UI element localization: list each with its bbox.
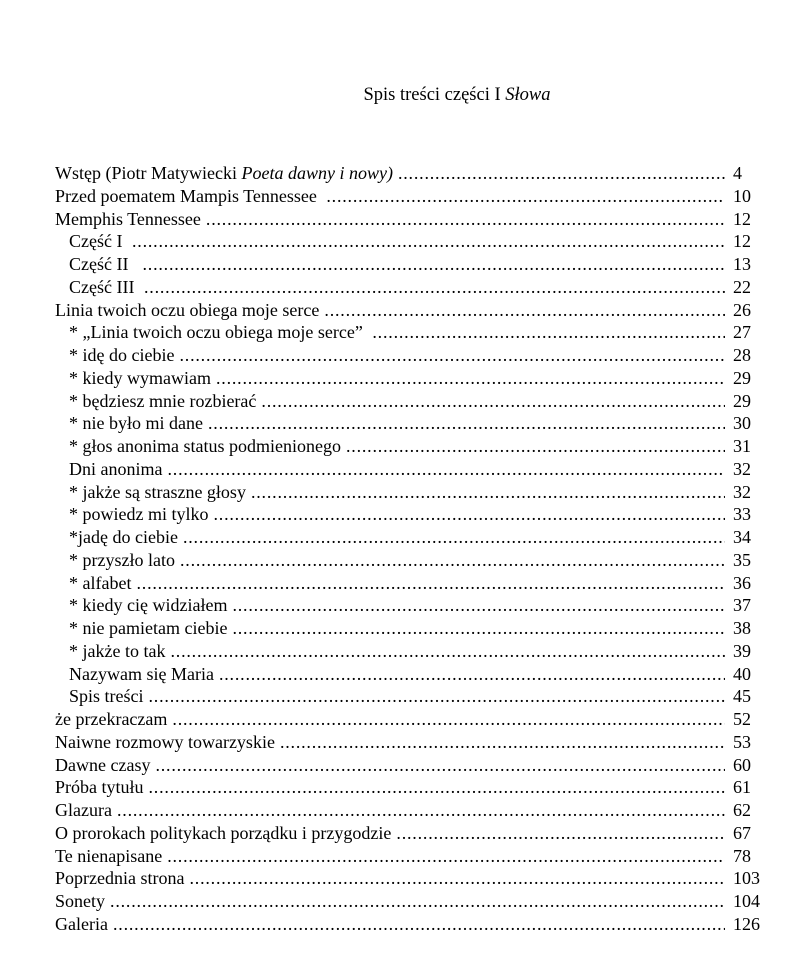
dot-leader <box>167 845 725 868</box>
toc-entry-page-number: 126 <box>733 913 760 934</box>
toc-entry-label-text: Próba tytułu <box>55 777 144 798</box>
toc-entry-label <box>55 230 127 253</box>
toc-entry <box>55 321 773 344</box>
dot-leader <box>326 185 725 208</box>
toc-entry-label <box>55 663 214 686</box>
toc-entry-label-text: * głos anonima status podmienionego <box>69 436 341 456</box>
toc-entry-page-number: 30 <box>733 413 751 434</box>
toc-entry-page-number: 12 <box>733 231 751 252</box>
dot-leader <box>396 822 725 845</box>
toc-entry-label <box>55 390 256 413</box>
toc-list <box>55 162 773 936</box>
toc-entry <box>55 253 773 276</box>
toc-entry-label <box>55 299 319 322</box>
toc-entry-page-number: 60 <box>733 754 751 775</box>
dot-leader <box>232 594 725 617</box>
page-title-text: Spis treści części I <box>363 85 506 105</box>
toc-entry-label-text: * kiedy cię widziałem <box>69 595 228 616</box>
toc-entry-label <box>55 776 144 799</box>
dot-leader <box>213 503 725 526</box>
dot-leader <box>179 344 725 367</box>
toc-entry <box>55 481 773 504</box>
dot-leader <box>170 640 725 663</box>
toc-entry <box>55 799 773 822</box>
toc-entry-label-text: * nie pamietam ciebie <box>69 618 228 638</box>
toc-entry-label <box>55 822 391 845</box>
toc-entry-label-text: Spis treści <box>69 686 144 707</box>
dot-leader <box>251 481 725 504</box>
toc-entry <box>55 617 773 640</box>
toc-entry-label-text: * jakże to tak <box>69 640 166 661</box>
toc-entry <box>55 594 773 617</box>
toc-entry-label-text: *jadę do ciebie <box>69 527 178 547</box>
toc-entry-label <box>55 685 144 708</box>
toc-entry-label <box>55 276 139 299</box>
toc-entry-label-text: Galeria <box>55 913 108 934</box>
toc-entry-label-text: Sonety <box>55 891 106 911</box>
toc-entry-label <box>55 185 321 208</box>
toc-entry <box>55 435 773 458</box>
toc-entry-page-number: 38 <box>733 618 751 638</box>
toc-entry-label <box>55 435 341 458</box>
dot-leader <box>219 663 725 686</box>
toc-entry <box>55 230 773 253</box>
toc-entry-label-text: Linia twoich oczu obiega moje serce <box>55 299 320 320</box>
toc-entry <box>55 526 773 549</box>
toc-entry-page-number: 61 <box>733 777 751 798</box>
toc-entry <box>55 663 773 686</box>
toc-entry <box>55 162 773 185</box>
toc-entry-label <box>55 867 184 890</box>
toc-entry <box>55 390 773 413</box>
toc-entry-label-text: że przekraczam <box>55 709 168 729</box>
toc-entry-label <box>55 754 150 777</box>
dot-leader <box>398 162 725 185</box>
toc-entry <box>55 640 773 663</box>
dot-leader <box>372 321 725 344</box>
toc-entry-label <box>55 708 167 731</box>
dot-leader <box>232 617 725 640</box>
toc-entry <box>55 572 773 595</box>
toc-entry-page-number: 26 <box>733 299 751 320</box>
dot-leader <box>216 367 725 390</box>
toc-entry-label <box>55 458 162 481</box>
dot-leader <box>136 572 725 595</box>
toc-entry <box>55 913 773 936</box>
toc-entry-label <box>55 208 201 231</box>
toc-entry-page-number: 35 <box>733 549 751 570</box>
toc-entry-label-text: Memphis Tennessee <box>55 208 201 229</box>
toc-entry-label <box>55 367 211 390</box>
toc-entry-label <box>55 253 137 276</box>
toc-entry-label-text: * kiedy wymawiam <box>69 367 211 388</box>
toc-entry-label-italic-text: Poeta dawny i nowy) <box>241 163 393 183</box>
toc-entry <box>55 731 773 754</box>
dot-leader <box>117 799 725 822</box>
toc-entry-page-number: 12 <box>733 208 751 229</box>
toc-entry-label <box>55 731 275 754</box>
toc-entry-label <box>55 162 393 185</box>
toc-entry <box>55 685 773 708</box>
dot-leader <box>180 549 725 572</box>
toc-entry-label-text: * alfabet <box>69 572 132 593</box>
toc-entry-page-number: 78 <box>733 845 751 866</box>
toc-entry-label-text: Poprzednia strona <box>55 868 185 889</box>
toc-entry-page-number: 39 <box>733 640 751 661</box>
toc-entry-label <box>55 526 178 549</box>
toc-entry-label <box>55 640 165 663</box>
toc-entry-label <box>55 481 246 504</box>
toc-entry-page-number: 31 <box>733 436 751 456</box>
toc-entry-label <box>55 412 203 435</box>
toc-entry-label <box>55 321 367 344</box>
toc-entry-label <box>55 344 174 367</box>
toc-entry-label-text: Naiwne rozmowy towarzyskie <box>55 731 275 752</box>
toc-entry <box>55 299 773 322</box>
toc-entry <box>55 276 773 299</box>
toc-entry <box>55 503 773 526</box>
toc-entry-page-number: 32 <box>733 481 751 502</box>
toc-entry-page-number: 22 <box>733 276 751 297</box>
toc-entry-label <box>55 845 162 868</box>
toc-entry <box>55 754 773 777</box>
toc-entry-page-number: 45 <box>733 686 751 707</box>
dot-leader <box>324 299 725 322</box>
toc-entry-label-text: Część II <box>69 254 138 274</box>
toc-entry-label-text: * przyszło lato <box>69 549 175 570</box>
toc-entry <box>55 890 773 913</box>
toc-entry <box>55 458 773 481</box>
toc-entry <box>55 845 773 868</box>
toc-entry <box>55 708 773 731</box>
page-title <box>0 85 800 106</box>
toc-entry <box>55 822 773 845</box>
toc-entry-page-number: 53 <box>733 731 751 752</box>
toc-entry-label <box>55 617 227 640</box>
toc-entry-page-number: 13 <box>733 254 751 274</box>
toc-entry-page-number: 103 <box>733 868 760 889</box>
dot-leader <box>183 526 725 549</box>
toc-entry-page-number: 10 <box>733 185 751 206</box>
toc-entry-label-text: Część I <box>69 231 127 252</box>
dot-leader <box>132 230 725 253</box>
toc-entry-label-text: Dawne czasy <box>55 754 151 775</box>
dot-leader <box>280 731 725 754</box>
toc-entry-page-number: 52 <box>733 709 751 729</box>
toc-entry-page-number: 37 <box>733 595 751 616</box>
toc-entry-label-text: Glazura <box>55 800 112 820</box>
toc-entry-label-text: Dni anonima <box>69 458 163 479</box>
toc-entry-label-text: * jakże są straszne głosy <box>69 481 246 502</box>
dot-leader <box>149 776 726 799</box>
dot-leader <box>144 276 725 299</box>
toc-entry <box>55 208 773 231</box>
toc-entry-label <box>55 799 112 822</box>
dot-leader <box>142 253 725 276</box>
toc-entry-label-text: O prorokach politykach porządku i przygodzie <box>55 822 392 843</box>
toc-entry-label <box>55 594 227 617</box>
dot-leader <box>206 208 725 231</box>
toc-entry-page-number: 32 <box>733 458 751 479</box>
dot-leader <box>113 913 725 936</box>
toc-entry <box>55 367 773 390</box>
toc-entry <box>55 549 773 572</box>
toc-entry-label <box>55 503 208 526</box>
toc-entry-label-text: Te nienapisane <box>55 845 163 866</box>
toc-entry-page-number: 67 <box>733 822 751 843</box>
toc-entry-page-number: 40 <box>733 663 751 684</box>
toc-entry-page-number: 29 <box>733 367 751 388</box>
toc-entry-label <box>55 549 175 572</box>
dot-leader <box>167 458 725 481</box>
toc-entry <box>55 344 773 367</box>
toc-entry-label <box>55 890 105 913</box>
dot-leader <box>155 754 725 777</box>
dot-leader <box>172 708 725 731</box>
toc-entry-label <box>55 913 108 936</box>
toc-entry <box>55 412 773 435</box>
toc-entry-label-text: * idę do ciebie <box>69 345 175 365</box>
dot-leader <box>208 412 725 435</box>
toc-entry-page-number: 28 <box>733 345 751 365</box>
toc-entry-label <box>55 572 131 595</box>
toc-entry-label-text: Nazywam się Maria <box>69 663 214 684</box>
toc-entry-page-number: 62 <box>733 800 751 820</box>
toc-entry-label-text: Wstęp (Piotr Matywiecki <box>55 163 242 183</box>
page-title-italic-text: Słowa <box>505 85 551 105</box>
dot-leader <box>261 390 725 413</box>
toc-entry-page-number: 27 <box>733 322 751 343</box>
dot-leader <box>189 867 725 890</box>
toc-entry-label-text: Część III <box>69 276 139 297</box>
toc-entry-page-number: 36 <box>733 572 751 593</box>
toc-entry-page-number: 4 <box>733 163 742 183</box>
toc-entry-page-number: 33 <box>733 504 751 525</box>
dot-leader <box>110 890 725 913</box>
toc-entry-page-number: 104 <box>733 891 760 911</box>
dot-leader <box>346 435 725 458</box>
toc-entry-label-text: * powiedz mi tylko <box>69 504 209 525</box>
toc-entry-label-text: * będziesz mnie rozbierać <box>69 390 257 411</box>
toc-entry-page-number: 34 <box>733 527 751 547</box>
dot-leader <box>149 685 726 708</box>
toc-entry <box>55 867 773 890</box>
toc-entry <box>55 776 773 799</box>
toc-entry-page-number: 29 <box>733 390 751 411</box>
toc-entry-label-text: * „Linia twoich oczu obiega moje serce” <box>69 322 368 343</box>
toc-entry-label-text: Przed poematem Mampis Tennessee <box>55 185 322 206</box>
toc-entry-label-text: * nie było mi dane <box>69 413 203 434</box>
toc-entry <box>55 185 773 208</box>
